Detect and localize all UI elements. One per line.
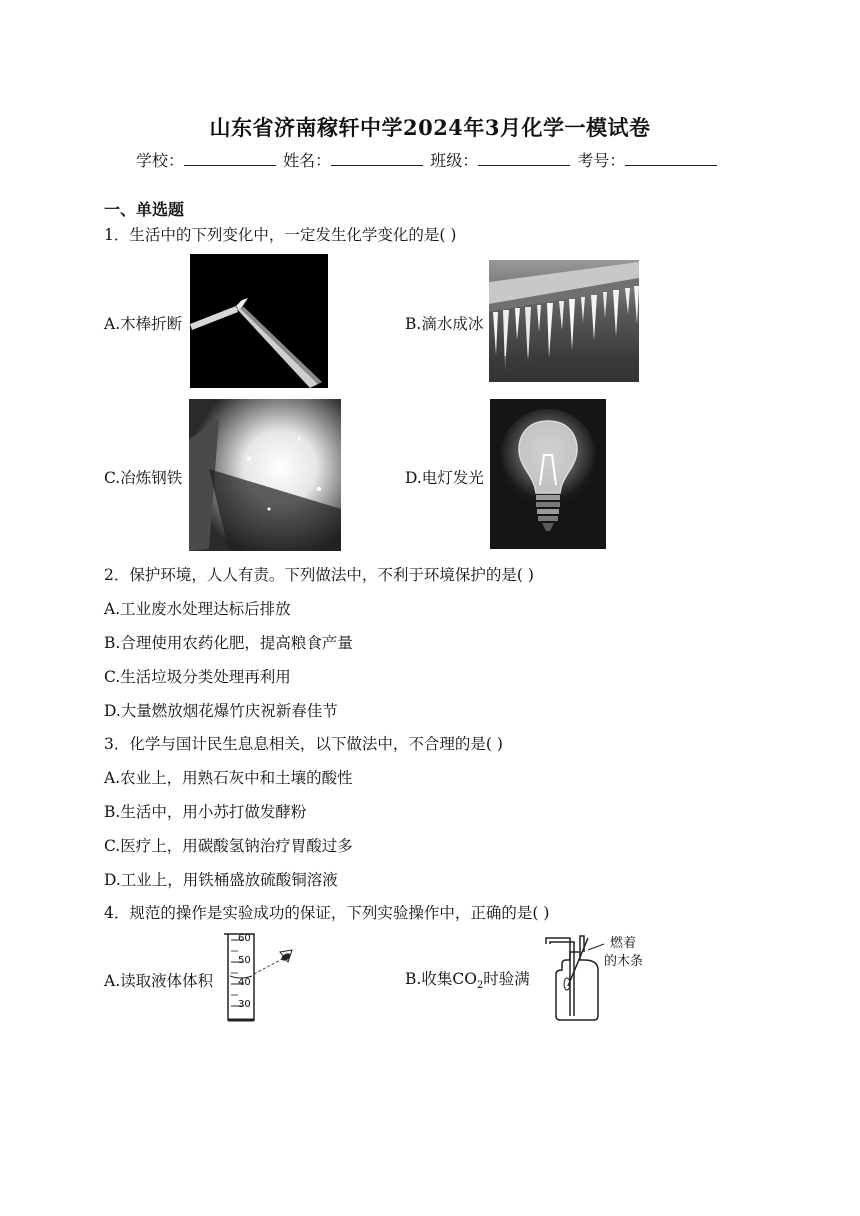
q2-option-c: C.生活垃圾分类处理再利用 [104, 668, 291, 686]
q2-option-a: A.工业废水处理达标后排放 [104, 600, 291, 618]
class-label: 班级： [430, 151, 479, 170]
q3-option-b: B.生活中，用小苏打做发酵粉 [104, 803, 307, 821]
question-3-stem: 3．化学与国计民生息息相关，以下做法中，不合理的是( ) [104, 735, 503, 753]
light-bulb-photo [490, 399, 606, 549]
scale-tick-60: 60 [238, 933, 251, 944]
q3-option-d: D.工业上，用铁桶盛放硫酸铜溶液 [104, 871, 338, 889]
q4-option-a: A.读取液体体积 [104, 972, 214, 990]
question-1-stem: 1．生活中的下列变化中，一定发生化学变化的是( ) [104, 226, 457, 244]
question-4-stem: 4．规范的操作是实验成功的保证，下列实验操作中，正确的是( ) [104, 904, 550, 922]
school-label: 学校： [136, 151, 185, 170]
q3-option-c: C.医疗上，用碳酸氢钠治疗胃酸过多 [104, 837, 353, 855]
q2-option-d: D.大量燃放烟花爆竹庆祝新春佳节 [104, 702, 338, 720]
exam-number-label: 考号： [577, 151, 626, 170]
q1-option-c: C.冶炼钢铁 [104, 469, 183, 487]
graduated-cylinder-diagram [222, 930, 302, 1024]
q3-option-a: A.农业上，用熟石灰中和土壤的酸性 [104, 769, 353, 787]
question-2-stem: 2．保护环境，人人有责。下列做法中，不利于环境保护的是( ) [104, 566, 534, 584]
student-info-row [136, 148, 719, 171]
co2-subscript: 2 [476, 980, 484, 992]
broken-stick-photo [190, 254, 328, 388]
q1-option-d: D.电灯发光 [405, 469, 484, 487]
q4b-label-suffix: 时验满 [483, 970, 530, 988]
school-blank [184, 151, 276, 166]
name-blank [331, 151, 423, 166]
steel-smelting-photo [189, 399, 341, 551]
scale-tick-30: 30 [238, 999, 251, 1010]
q2-option-b: B.合理使用农药化肥，提高粮食产量 [104, 634, 353, 652]
annotation-wood-strip: 的木条 [604, 954, 644, 969]
name-label: 姓名： [283, 151, 332, 170]
q4-option-b [405, 967, 530, 991]
scale-tick-40: 40 [238, 977, 251, 988]
class-blank [478, 151, 570, 166]
annotation-burning: 燃着 [610, 936, 637, 951]
exam-title: 山东省济南稼轩中学2024年3月化学一模试卷 [209, 115, 651, 140]
co2-formula: CO [452, 970, 477, 988]
q1-option-b: B.滴水成冰 [405, 315, 484, 333]
q4b-label-prefix: B.收集 [405, 970, 453, 988]
gas-bottle-diagram [540, 930, 660, 1024]
section-heading: 一、单选题 [104, 200, 185, 219]
q1-option-a: A.木棒折断 [104, 315, 183, 333]
exam-number-blank [625, 151, 717, 166]
icicles-photo [489, 260, 639, 382]
scale-tick-50: 50 [238, 955, 251, 966]
